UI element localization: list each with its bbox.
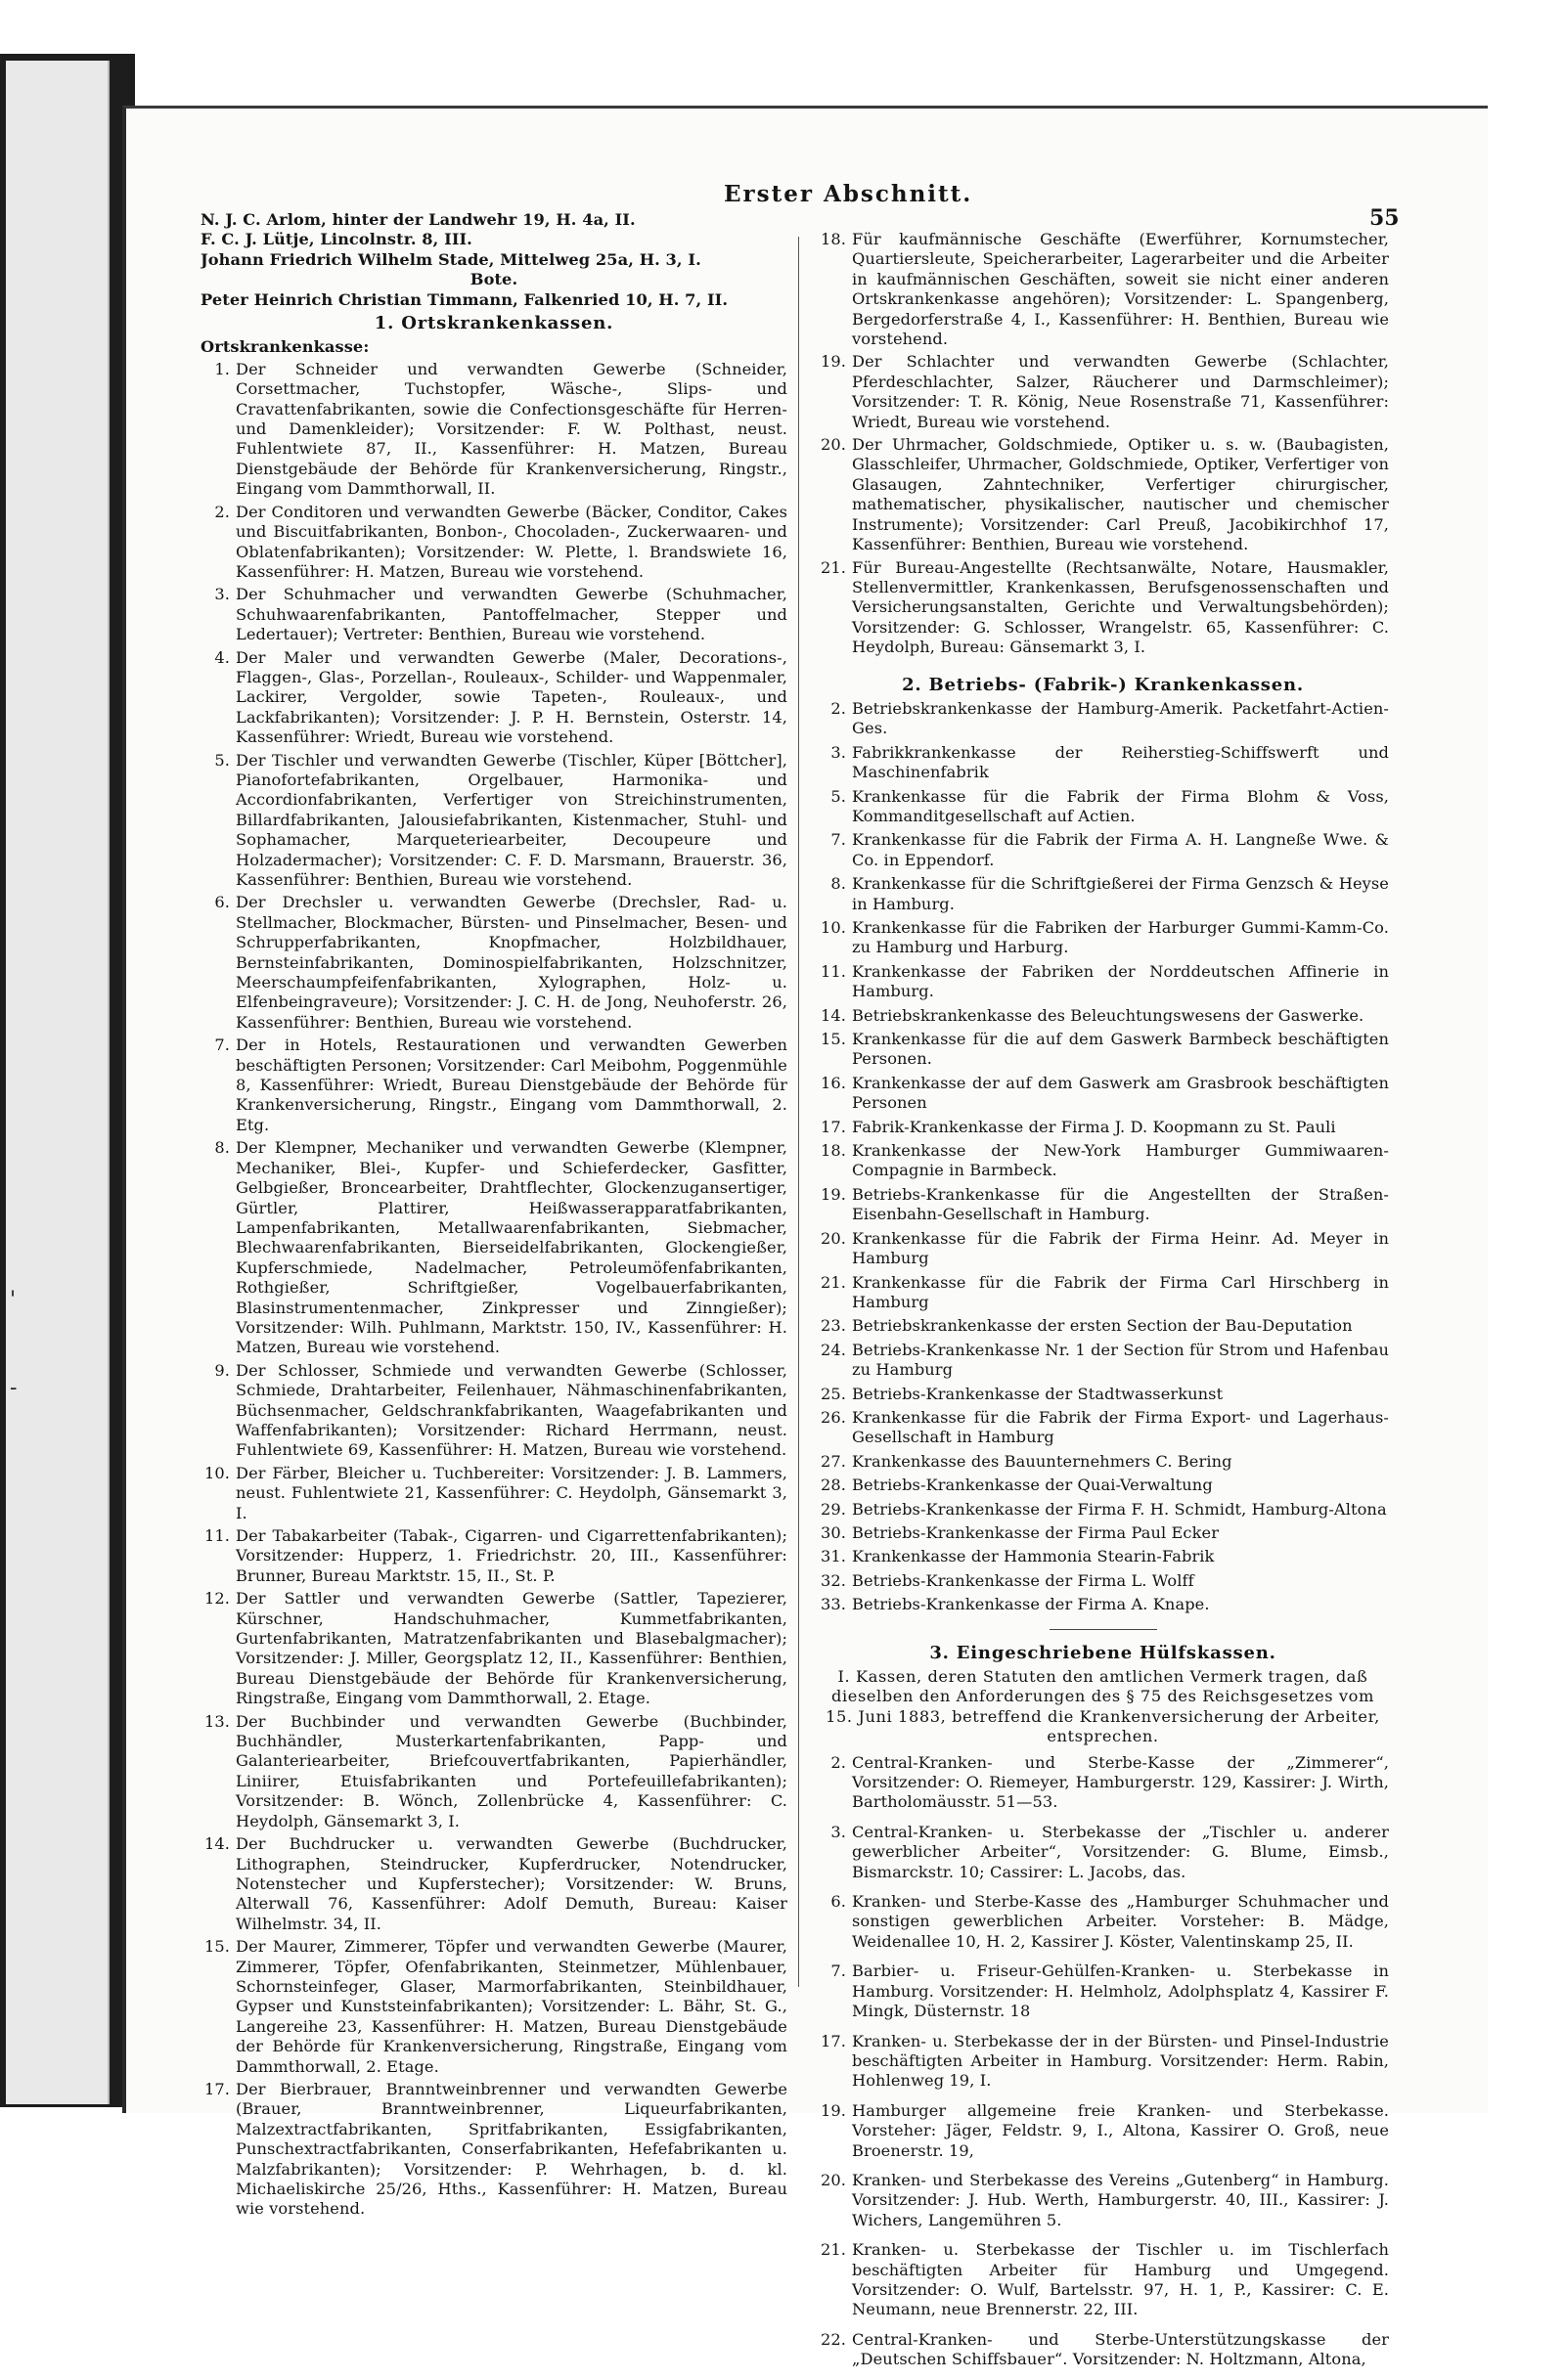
section-title-huelfskassen: 3. Eingeschriebene Hülfskassen.: [929, 1642, 1276, 1663]
entry-number: 11.: [820, 961, 846, 981]
entry-number: 6.: [214, 893, 230, 912]
entry-text: Krankenkasse für die Fabrik der Firma Carl Hirschberg in Hamburg: [852, 1272, 1389, 1311]
betriebskrankenkasse-entry: [817, 1006, 1389, 1026]
huelfskasse-entry: [817, 2171, 1389, 2230]
entry-text: Krankenkasse für die Schriftgießerei der Firma Genzsch & Heyse in Hamburg.: [852, 874, 1389, 913]
entry-number: 25.: [820, 1384, 846, 1403]
entry-text: Central-Kranken- und Sterbe-Unterstützungskasse der „Deutschen Schiffsbauer“. Vorsitzender: N. Holtzmann, Altona,: [852, 2329, 1389, 2369]
betriebskrankenkasse-entry: [817, 1074, 1389, 1114]
facing-page-edge: [6, 61, 110, 2104]
entry-text: Betriebskrankenkasse der ersten Section der Bau-Deputation: [852, 1316, 1353, 1336]
entry-text: Krankenkasse für die Fabrik der Firma Blohm & Voss, Kommanditgesellschaft auf Actien.: [852, 786, 1389, 825]
entry-number: 20.: [820, 2170, 846, 2189]
entry-text: Der Schlosser, Schmiede und verwandten Gewerbe (Schlosser, Schmiede, Drahtarbeiter, Feilenhauer, Nähmaschinenfabrikanten, Büchsenmacher, Geldschrankfabrikanten, Waagefabrikanten und Waffenfabrikanten); Vorsitzender: Richard Herrmann, neust. Fuhlentwiete 69, Kassenführer: H. Matzen, Bureau wie vorstehend.: [236, 1360, 787, 1460]
entry-number: 6.: [830, 1892, 846, 1912]
entry-number: 21.: [820, 557, 846, 577]
betriebskrankenkasse-entry: [817, 1595, 1389, 1614]
facing-page-marks: ' -: [10, 1288, 18, 1400]
entry-text: Der Schlachter und verwandten Gewerbe (Schlachter, Pferdeschlachter, Salzer, Räucherer und Darmschleimer); Vorsitzender: T. R. König, Neue Rosenstraße 71, Kassenführer: Wriedt, Bureau wie vorstehend.: [852, 352, 1389, 431]
entry-text: Krankenkasse für die auf dem Gaswerk Barmbeck beschäftigten Personen.: [852, 1030, 1389, 1069]
page-header: Erster Abschnitt.: [724, 181, 973, 207]
entry-number: 17.: [203, 2079, 230, 2098]
ortskrankenkasse-entry: [817, 352, 1389, 432]
huelfskassen-intro: I. Kassen, deren Statuten den amtlichen Vermerk tragen, daß dieselben den Anforderungen des § 75 des Reichsgesetzes vom 15. Juni 1883, betreffend die Krankenversicherung der Arbeiter, entsprechen.: [826, 1667, 1380, 1746]
entry-number: 5.: [214, 750, 230, 770]
subheading-ortskrankenkasse: Ortskrankenkasse:: [201, 337, 370, 357]
ortskrankenkasse-entry: [201, 1589, 787, 1708]
huelfskasse-entry: [817, 2240, 1389, 2320]
intro-line: F. C. J. Lütje, Lincolnstr. 8, III.: [201, 230, 472, 249]
entry-text: Krankenkasse für die Fabrik der Firma Export- und Lagerhaus-Gesellschaft in Hamburg: [852, 1407, 1389, 1447]
entry-number: 15.: [203, 1937, 230, 1957]
huelfskasse-entry: [817, 2330, 1389, 2370]
betriebskrankenkasse-entry: [817, 1523, 1389, 1543]
entry-number: 12.: [203, 1589, 230, 1609]
ortskrankenkasse-entry: [201, 360, 787, 500]
ortskrankenkasse-entry: [201, 1361, 787, 1461]
entry-text: Der Bierbrauer, Branntweinbrenner und verwandten Gewerbe (Brauer, Branntweinbrenner, Liqueurfabrikanten, Malzextractfabrikanten, Spritfabrikanten, Essigfabrikanten, Punschextractfabrikanten, Conserfabrikanten, Hefefabrikanten u. Malzfabrikanten); Vorsitzender: P. Wehrhagen, b. d. kl. Michaeliskirche 25/26, Hths., Kassenführer: H. Matzen, Bureau wie vorstehend.: [236, 2079, 787, 2219]
entry-text: Kranken- u. Sterbekasse der in der Bürsten- und Pinsel-Industrie beschäftigten Arbeiter in Hamburg. Vorsitzender: Herm. Rabin, Hohlenweg 19, I.: [852, 2031, 1389, 2091]
entry-text: Betriebs-Krankenkasse für die Angestellten der Straßen-Eisenbahn-Gesellschaft in Hamburg.: [852, 1184, 1389, 1224]
entry-number: 30.: [820, 1522, 846, 1542]
right-column: [817, 230, 1389, 2380]
entry-number: 16.: [820, 1073, 846, 1092]
ortskrankenkasse-entry: [817, 230, 1389, 349]
betriebskrankenkasse-entry: [817, 1452, 1389, 1472]
ortskrankenkasse-entry: [201, 1464, 787, 1523]
entry-number: 20.: [820, 1228, 846, 1248]
entry-number: 26.: [820, 1407, 846, 1427]
entry-number: 7.: [830, 1961, 846, 1981]
entry-text: Krankenkasse der auf dem Gaswerk am Grasbrook beschäftigten Personen: [852, 1073, 1389, 1113]
entry-number: 33.: [820, 1595, 846, 1614]
section-title-betriebskrankenkassen: 2. Betriebs- (Fabrik-) Krankenkassen.: [902, 674, 1304, 695]
ortskrankenkassen-list-continued: [817, 230, 1389, 658]
bote-label: Bote.: [470, 270, 518, 289]
entry-number: 8.: [214, 1138, 230, 1158]
entry-number: 17.: [820, 1117, 846, 1136]
betriebskrankenkasse-entry: [817, 1273, 1389, 1313]
huelfskasse-entry: [817, 1961, 1389, 2021]
entry-text: Hamburger allgemeine freie Kranken- und Sterbekasse. Vorsteher: Jäger, Feldstr. 9, I., Altona, Kassirer O. Groß, neue Broenerstr. 19,: [852, 2100, 1389, 2160]
entry-number: 17.: [820, 2031, 846, 2050]
entry-text: Betriebs-Krankenkasse Nr. 1 der Section für Strom und Hafenbau zu Hamburg: [852, 1340, 1389, 1380]
entry-number: 7.: [214, 1036, 230, 1055]
entry-text: Barbier- u. Friseur-Gehülfen-Kranken- u. Sterbekasse in Hamburg. Vorsitzender: H. Helmholz, Adolphsplatz 4, Kassirer F. Mingk, Düsternstr. 18: [852, 1961, 1389, 2021]
entry-number: 28.: [820, 1476, 846, 1495]
entry-number: 2.: [830, 1752, 846, 1772]
entry-text: Der Tabakarbeiter (Tabak-, Cigarren- und Cigarrettenfabrikanten); Vorsitzender: Hupperz, 1. Friedrichstr. 20, III., Kassenführer: Brunner, Bureau Marktstr. 15, II., St. P.: [236, 1526, 787, 1585]
entry-number: 14.: [203, 1834, 230, 1854]
entry-text: Krankenkasse der New-York Hamburger Gummiwaaren-Compagnie in Barmbeck.: [852, 1141, 1389, 1180]
section-separator: [1050, 1629, 1157, 1630]
entry-text: Central-Kranken- u. Sterbekasse der „Tischler u. anderer gewerblicher Arbeiter“, Vorsitzender: G. Blume, Eimsb., Bismarckstr. 10; Cassirer: L. Jacobs, das.: [852, 1822, 1389, 1881]
entry-text: Fabrik-Krankenkasse der Firma J. D. Koopmann zu St. Pauli: [852, 1117, 1336, 1136]
entry-number: 3.: [830, 742, 846, 762]
ortskrankenkasse-entry: [201, 1712, 787, 1831]
entry-number: 21.: [820, 2240, 846, 2260]
entry-text: Betriebs-Krankenkasse der Stadtwasserkunst: [852, 1384, 1224, 1403]
entry-text: Der Klempner, Mechaniker und verwandten Gewerbe (Klempner, Mechaniker, Blei-, Kupfer- und Schieferdecker, Gasfitter, Gelbgießer, Broncearbeiter, Drahtflechter, Glockenzugansertiger, Gürtler, Plattirer, Heißwasserapparatfabrikanten, Lampenfabrikanten, Metallwaarenfabrikanten, Siebmacher, Blechwaarenfabrikanten, Bierseidelfabrikanten, Glockengießer, Kupferschmiede, Nadelmacher, Petroleumöfenfabrikanten, Rothgießer, Schriftgießer, Vogelbauerfabrikanten, Blasinstrumentenmacher, Zinkpresser und Zinngießer); Vorsitzender: Wilh. Puhlmann, Marktstr. 150, IV., Kassenführer: H. Matzen, Bureau wie vorstehend.: [236, 1138, 787, 1357]
entry-text: Der Buchbinder und verwandten Gewerbe (Buchbinder, Buchhändler, Musterkartenfabrikanten, Papp- und Galanteriearbeiter, Briefcouvertfabrikanten, Papierhändler, Liniirer, Etuisfabrikanten und Portefeuillefabrikanten); Vorsitzender: B. Wönch, Zollenbrücke 4, Kassenführer: C. Heydolph, Gänsemarkt 3, I.: [236, 1711, 787, 1830]
entry-text: Für kaufmännische Geschäfte (Ewerführer, Kornumstecher, Quartiersleute, Speicherarbeiter, Lagerarbeiter und die Arbeiter in kaufmännischen Geschäften, soweit sie nicht einer anderen Ortskrankenkasse angehören); Vorsitzender: L. Spangenberg, Bergedorferstraße 4, I., Kassenführer: H. Benthien, Bureau wie vorstehend.: [852, 230, 1389, 349]
entry-text: Der Sattler und verwandten Gewerbe (Sattler, Tapezierer, Kürschner, Handschuhmacher, Kummetfabrikanten, Gurtenfabrikanten, Matratzenfabrikanten und Blasebalgmacher); Vorsitzender: J. Miller, Georgsplatz 12, II., Kassenführer: Benthien, Bureau Dienstgebäude der Behörde für Krankenversicherung, Ringstraße, Eingang vom Dammthorwall, 2. Etage.: [236, 1589, 787, 1708]
entry-number: 10.: [820, 918, 846, 937]
entry-number: 2.: [214, 502, 230, 521]
bote-line: Peter Heinrich Christian Timmann, Falkenried 10, H. 7, II.: [201, 289, 729, 309]
entry-number: 3.: [214, 585, 230, 604]
betriebskrankenkasse-entry: [817, 743, 1389, 783]
entry-text: Der Conditoren und verwandten Gewerbe (Bäcker, Conditor, Cakes und Biscuitfabrikanten, Bonbon-, Chocoladen-, Zuckerwaaren- und Oblatenfabrikanten); Vorsitzender: W. Plette, l. Brandswiete 16, Kassenführer: H. Matzen, Bureau wie vorstehend.: [236, 502, 787, 581]
betriebskrankenkasse-entry: [817, 1500, 1389, 1520]
entry-text: Für Bureau-Angestellte (Rechtsanwälte, Notare, Hausmakler, Stellenvermittler, Krankenkassen, Berufsgenossenschaften und Versicherungsanstalten, Gerichte und Verwaltungsbehörden); Vorsitzender: G. Schlosser, Wrangelstr. 65, Kassenführer: C. Heydolph, Bureau: Gänsemarkt 3, I.: [852, 557, 1389, 657]
betriebskrankenkasse-entry: [817, 1547, 1389, 1566]
betriebskrankenkasse-entry: [817, 699, 1389, 739]
huelfskassen-list: [817, 1753, 1389, 2370]
ortskrankenkasse-entry: [201, 648, 787, 748]
entry-text: Krankenkasse der Fabriken der Norddeutschen Affinerie in Hamburg.: [852, 961, 1389, 1001]
entry-text: Der Schuhmacher und verwandten Gewerbe (Schuhmacher, Schuhwaarenfabrikanten, Pantoffelmacher, Stepper und Ledertauer); Vertreter: Benthien, Bureau wie vorstehend.: [236, 585, 787, 644]
huelfskasse-entry: [817, 2101, 1389, 2161]
entry-text: Krankenkasse für die Fabrik der Firma Heinr. Ad. Meyer in Hamburg: [852, 1228, 1389, 1268]
entry-number: 19.: [820, 352, 846, 372]
entry-text: Der in Hotels, Restaurationen und verwandten Gewerben beschäftigten Personen; Vorsitzender: Carl Meibohm, Poggenmühle 8, Kassenführer: Wriedt, Bureau Dienstgebäude der Behörde für Krankenversicherung, Ringstr., Eingang vom Dammthorwall, 2. Etg.: [236, 1036, 787, 1134]
entry-number: 27.: [820, 1451, 846, 1471]
ortskrankenkasse-entry: [201, 585, 787, 644]
betriebskrankenkasse-entry: [817, 787, 1389, 827]
betriebskrankenkasse-entry: [817, 1229, 1389, 1269]
entry-number: 10.: [203, 1463, 230, 1482]
huelfskasse-entry: [817, 1753, 1389, 1813]
ortskrankenkasse-entry: [201, 2080, 787, 2220]
entry-text: Betriebs-Krankenkasse der Quai-Verwaltung: [852, 1476, 1213, 1495]
entry-text: Fabrikkrankenkasse der Reiherstieg-Schiffswerft und Maschinenfabrik: [852, 742, 1389, 782]
betriebskrankenkasse-entry: [817, 1385, 1389, 1404]
betriebskrankenkasse-entry: [817, 1118, 1389, 1137]
entry-text: Krankenkasse für die Fabriken der Harburger Gummi-Kamm-Co. zu Hamburg und Harburg.: [852, 918, 1389, 957]
entry-number: 5.: [830, 786, 846, 806]
betriebskrankenkasse-entry: [817, 874, 1389, 914]
entry-text: Der Schneider und verwandten Gewerbe (Schneider, Corsettmacher, Tuchstopfer, Wäsche-, Slips- und Cravattenfabrikanten, sowie die Confectionsgeschäfte für Herren- und Damenkleider); Vorsitzender: F. W. Polthast, neust. Fuhlentwiete 87, II., Kassenführer: H. Matzen, Bureau Dienstgebäude der Behörde für Krankenversicherung, Ringstr., Eingang vom Dammthorwall, II.: [236, 359, 787, 499]
betriebskrankenkasse-entry: [817, 1141, 1389, 1181]
entry-text: Kranken- und Sterbe-Kasse des „Hamburger Schuhmacher und sonstigen gewerblichen Arbeiter. Vorsteher: B. Mädge, Weidenallee 10, H. 2, Kassirer J. Köster, Valentinskamp 25, II.: [852, 1892, 1389, 1951]
entry-text: Betriebskrankenkasse des Beleuchtungswesens der Gaswerke.: [852, 1005, 1364, 1025]
ortskrankenkasse-entry: [201, 1138, 787, 1357]
betriebskrankenkassen-list: [817, 699, 1389, 1615]
entry-number: 21.: [820, 1272, 846, 1292]
ortskrankenkassen-list: [201, 360, 787, 2220]
entry-number: 22.: [820, 2329, 846, 2349]
ortskrankenkasse-entry: [201, 1036, 787, 1135]
ortskrankenkasse-entry: [201, 751, 787, 891]
entry-number: 11.: [203, 1526, 230, 1545]
entry-number: 20.: [820, 435, 846, 455]
ortskrankenkasse-entry: [201, 1834, 787, 1934]
entry-number: 2.: [830, 698, 846, 718]
entry-text: Betriebskrankenkasse der Hamburg-Amerik. Packetfahrt-Actien-Ges.: [852, 698, 1389, 738]
betriebskrankenkasse-entry: [817, 1571, 1389, 1591]
entry-text: Central-Kranken- und Sterbe-Kasse der „Zimmerer“, Vorsitzender: O. Riemeyer, Hamburgerstr. 129, Kassirer: J. Wirth, Bartholomäusstr. 51—53.: [852, 1752, 1389, 1812]
entry-number: 24.: [820, 1340, 846, 1359]
entry-number: 3.: [830, 1822, 846, 1841]
entry-text: Krankenkasse für die Fabrik der Firma A. H. Langneße Wwe. & Co. in Eppendorf.: [852, 830, 1389, 869]
entry-text: Betriebs-Krankenkasse der Firma Paul Ecker: [852, 1522, 1220, 1542]
betriebskrankenkasse-entry: [817, 918, 1389, 958]
entry-text: Der Tischler und verwandten Gewerbe (Tischler, Küper [Böttcher], Pianofortefabrikanten, Orgelbauer, Harmonika- und Accordionfabrikanten, Verfertiger von Streichinstrumenten, Billardfabrikanten, Jalousiefabrikanten, Kistenmacher, Stuhl- und Sophamacher, Marqueteriearbeiter, Decoupeure und Holzadermacher); Vorsitzender: C. F. D. Marsmann, Brauerstr. 36, Kassenführer: Benthien, Bureau wie vorstehend.: [236, 750, 787, 889]
ortskrankenkasse-entry: [201, 1526, 787, 1586]
entry-text: Der Maler und verwandten Gewerbe (Maler, Decorations-, Flaggen-, Glas-, Porzellan-, Rouleaux-, Schilder- und Wappenmaler, Lackirer, Vergolder, sowie Tapeten-, Rouleaux-, und Lackfabrikanten); Vorsitzender: J. P. H. Bernstein, Osterstr. 14, Kassenführer: Wriedt, Bureau wie vorstehend.: [236, 647, 787, 747]
ortskrankenkasse-entry: [817, 435, 1389, 554]
column-divider: [798, 237, 799, 1987]
entry-number: 4.: [214, 647, 230, 667]
entry-text: Krankenkasse der Hammonia Stearin-Fabrik: [852, 1547, 1215, 1566]
entry-text: Der Drechsler u. verwandten Gewerbe (Drechsler, Rad- u. Stellmacher, Blockmacher, Bürsten- und Pinselmacher, Besen- und Schrupperfabrikanten, Knopfmacher, Holzbildhauer, Bernsteinfabrikanten, Dominospielfabrikanten, Holzschnitzer, Meerschaumpfeifenfabrikanten, Xylographen, Holz- u. Elfenbeingraveure); Vorsitzender: J. C. H. de Jong, Neuhoferstr. 26, Kassenführer: Benthien, Bureau wie vorstehend.: [236, 893, 787, 1032]
entry-text: Der Maurer, Zimmerer, Töpfer und verwandten Gewerbe (Maurer, Zimmerer, Töpfer, Ofenfabrikanten, Steinmetzer, Mühlenbauer, Schornsteinfeger, Glaser, Marmorfabrikanten, Steinbildhauer, Gypser und Kunststeinfabrikanten); Vorsitzender: L. Bähr, St. G., Langereihe 23, Kassenführer: H. Matzen, Bureau Dienstgebäude der Behörde für Krankenversicherung, Ringstraße, Eingang vom Dammthorwall, 2. Etage.: [236, 1937, 787, 2076]
huelfskasse-entry: [817, 2032, 1389, 2092]
entry-number: 19.: [820, 1184, 846, 1204]
entry-number: 18.: [820, 230, 846, 248]
ortskrankenkasse-entry: [201, 503, 787, 583]
betriebskrankenkasse-entry: [817, 1030, 1389, 1070]
entry-number: 18.: [820, 1141, 846, 1161]
entry-text: Kranken- und Sterbekasse des Vereins „Gutenberg“ in Hamburg. Vorsitzender: J. Hub. Werth, Hamburgerstr. 40, III., Kassirer: J. Wichers, Langemühren 5.: [852, 2170, 1389, 2229]
entry-text: Kranken- u. Sterbekasse der Tischler u. im Tischlerfach beschäftigten Arbeiter für Hamburg und Umgegend. Vorsitzender: O. Wulf, Bartelsstr. 97, H. 1, P., Kassirer: C. E. Neumann, neue Brennerstr. 22, III.: [852, 2240, 1389, 2319]
betriebskrankenkasse-entry: [817, 1408, 1389, 1448]
entry-number: 31.: [820, 1547, 846, 1566]
entry-number: 8.: [830, 874, 846, 894]
betriebskrankenkasse-entry: [817, 1185, 1389, 1225]
entry-text: Der Uhrmacher, Goldschmiede, Optiker u. s. w. (Baubagisten, Glasschleifer, Uhrmacher, Goldschmiede, Optiker, Verfertiger von Glasaugen, Zahntechniker, Verfertiger chirurgischer, mathematischer, physikalischer, nautischer und chemischer Instrumente); Vorsitzender: Carl Preuß, Jacobikirchhof 17, Kassenführer: Benthien, Bureau wie vorstehend.: [852, 435, 1389, 554]
ortskrankenkasse-entry: [817, 558, 1389, 658]
entry-number: 29.: [820, 1499, 846, 1519]
ortskrankenkasse-entry: [201, 893, 787, 1033]
intro-line: Johann Friedrich Wilhelm Stade, Mittelweg 25a, H. 3, I.: [201, 249, 701, 269]
entry-number: 7.: [830, 830, 846, 850]
betriebskrankenkasse-entry: [817, 1476, 1389, 1495]
betriebskrankenkasse-entry: [817, 1341, 1389, 1381]
ortskrankenkasse-entry: [201, 1937, 787, 2077]
huelfskasse-entry: [817, 1892, 1389, 1952]
entry-number: 19.: [820, 2100, 846, 2120]
intro-list: [201, 210, 787, 270]
entry-text: Der Färber, Bleicher u. Tuchbereiter: Vorsitzender: J. B. Lammers, neust. Fuhlentwiete 21, Kassenführer: C. Heydolph, Gänsemarkt 3, I.: [236, 1463, 787, 1522]
left-column: [201, 210, 787, 2223]
section-title-ortskrankenkassen: 1. Ortskrankenkassen.: [374, 313, 614, 334]
entry-text: Der Buchdrucker u. verwandten Gewerbe (Buchdrucker, Lithographen, Steindrucker, Kupferdrucker, Notendrucker, Notenstecher und Kupferstecher); Vorsitzender: W. Bruns, Alterwall 76, Kassenführer: Adolf Demuth, Bureau: Kaiser Wilhelmstr. 34, II.: [236, 1834, 787, 1933]
entry-number: 1.: [214, 359, 230, 378]
entry-number: 9.: [214, 1360, 230, 1380]
entry-text: Betriebs-Krankenkasse der Firma A. Knape.: [852, 1595, 1210, 1614]
entry-number: 15.: [820, 1030, 846, 1049]
entry-number: 13.: [203, 1711, 230, 1731]
entry-text: Krankenkasse des Bauunternehmers C. Bering: [852, 1451, 1232, 1471]
betriebskrankenkasse-entry: [817, 830, 1389, 870]
huelfskasse-entry: [817, 1823, 1389, 1882]
betriebskrankenkasse-entry: [817, 962, 1389, 1002]
entry-number: 14.: [820, 1005, 846, 1025]
entry-number: 23.: [820, 1316, 846, 1336]
entry-text: Betriebs-Krankenkasse der Firma F. H. Schmidt, Hamburg-Altona: [852, 1499, 1387, 1519]
entry-number: 32.: [820, 1570, 846, 1590]
intro-line: N. J. C. Arlom, hinter der Landwehr 19, H. 4a, II.: [201, 210, 636, 229]
entry-text: Betriebs-Krankenkasse der Firma L. Wolff: [852, 1570, 1194, 1590]
page-number: 55: [1369, 205, 1400, 231]
betriebskrankenkasse-entry: [817, 1316, 1389, 1336]
